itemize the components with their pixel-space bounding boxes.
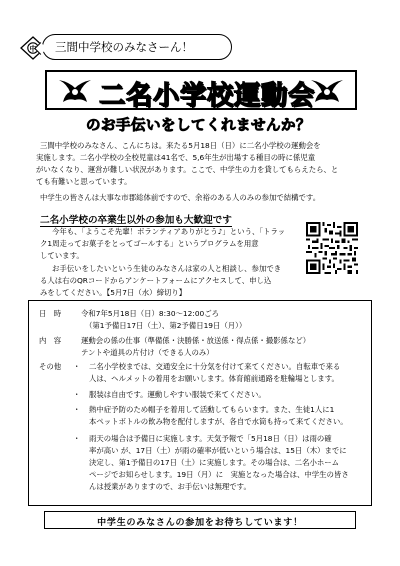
school-emblem-icon (309, 76, 345, 106)
other-line: 決定し、第1予備日の17日（土）に実施します。その場合は、二名小ホーム (89, 458, 340, 467)
other-line: 雨天の場合は予備日に実施します。天気予報で「5月18日（日）は雨の確 (89, 434, 332, 443)
svg-text:中: 中 (29, 45, 37, 53)
greeting-text: 三間中学校のみなさーん！ (55, 40, 193, 54)
bullet-mark: ・ (73, 362, 81, 371)
other-line: 二名小学校までは、交通安全に十分気を付けて来てください。自転車で来る (89, 362, 341, 371)
intro-line: がいなくなり、運営が難しい状況があります。ここで、中学生の力を貸してもらえたら、と (36, 165, 339, 174)
bullet-mark: ・ (73, 390, 81, 399)
bullet-mark: ・ (73, 405, 81, 414)
content-label: 内 容 (39, 336, 62, 345)
invite-line: ク1周走ってお菓子をとってゴールする」というプログラムを用意 (40, 239, 259, 248)
details-box (28, 300, 372, 506)
other-line: 率が高い が、17日（土）が雨の確率が低いという場合は、15日（木）までに (89, 446, 347, 455)
other-line: 服装は自由です。運動しやすい服装で来てください。 (89, 390, 266, 399)
bullet-mark: ・ (73, 434, 81, 443)
other-line: ページでお知らせします。19日（月）に 実施となった場合は、中学生の皆さ (89, 470, 349, 479)
intro-line: 実施します。二名小学校の全校児童は41名で、5,6年生が出場する種目の時に係児童 (36, 153, 316, 162)
other-line: んは授業がありますので、お手伝いは無理です。 (89, 482, 251, 491)
intro-line: 三間中学校のみなさん、こんにちは。来たる5月18日（日）に二名小学校の運動会を (40, 141, 321, 150)
title-banner (45, 70, 357, 110)
invite-line: しています。 (40, 251, 84, 260)
qr-code-icon[interactable] (306, 222, 358, 274)
footer-message: 中学生のみなさんの参加をお待ちしています！ (97, 518, 303, 528)
section-heading: 二名小学校の卒業生以外の参加も大歓迎です (40, 215, 232, 226)
date-line: 令和7年5月18日（日）8:30〜12:00ごろ (81, 309, 220, 318)
other-label: その他 (39, 362, 62, 371)
other-line: 人は、ヘルメットの着用をお願いします。体育館前通路を駐輪場とします。 (89, 374, 339, 383)
invite-line: みをしてください。【5月7日（水）締切り】 (40, 288, 187, 297)
content-line: テントや道具の片付け（できる人のみ） (81, 348, 214, 357)
content-line: 運動会の係の仕事（準備係・決勝係・放送係・得点係・撮影係など） (81, 336, 311, 345)
footer-banner (44, 511, 356, 529)
greeting-callout (20, 34, 230, 62)
page-title: 二名小学校運動会 (99, 81, 316, 111)
greeting-bubble (42, 34, 232, 60)
intro-line: 中学生の皆さんは大事な市郡総体前ですので、余裕のある人のみの参加で結構です。 (40, 193, 321, 202)
date-label: 日 時 (39, 309, 62, 318)
other-line: 本ペットボトルの飲み物を配付しますが、各自で水筒も持って来てください。 (89, 417, 348, 426)
school-emblem-icon (57, 76, 93, 106)
page-subtitle: のお手伝いをしてくれませんか？ (86, 118, 311, 134)
other-line: 熱中症予防のため帽子を着用して活動してもらいます。また、生徒1人に1 (89, 405, 335, 414)
invite-line: る人は右のQRコードからアンケートフォームにアクセスして、申し込 (40, 276, 272, 285)
invite-line: お手伝いをしたいという生徒のみなさんは家の人と相談し、参加でき (52, 264, 282, 273)
date-line: （第1予備日17日（土）、第2予備日19日（月）） (85, 321, 247, 330)
invite-line: 今年も、「ようこそ先輩！ボランティアありがとう♪」という、「トラッ (52, 227, 286, 236)
intro-line: ても有難いと思っています。 (36, 177, 132, 186)
